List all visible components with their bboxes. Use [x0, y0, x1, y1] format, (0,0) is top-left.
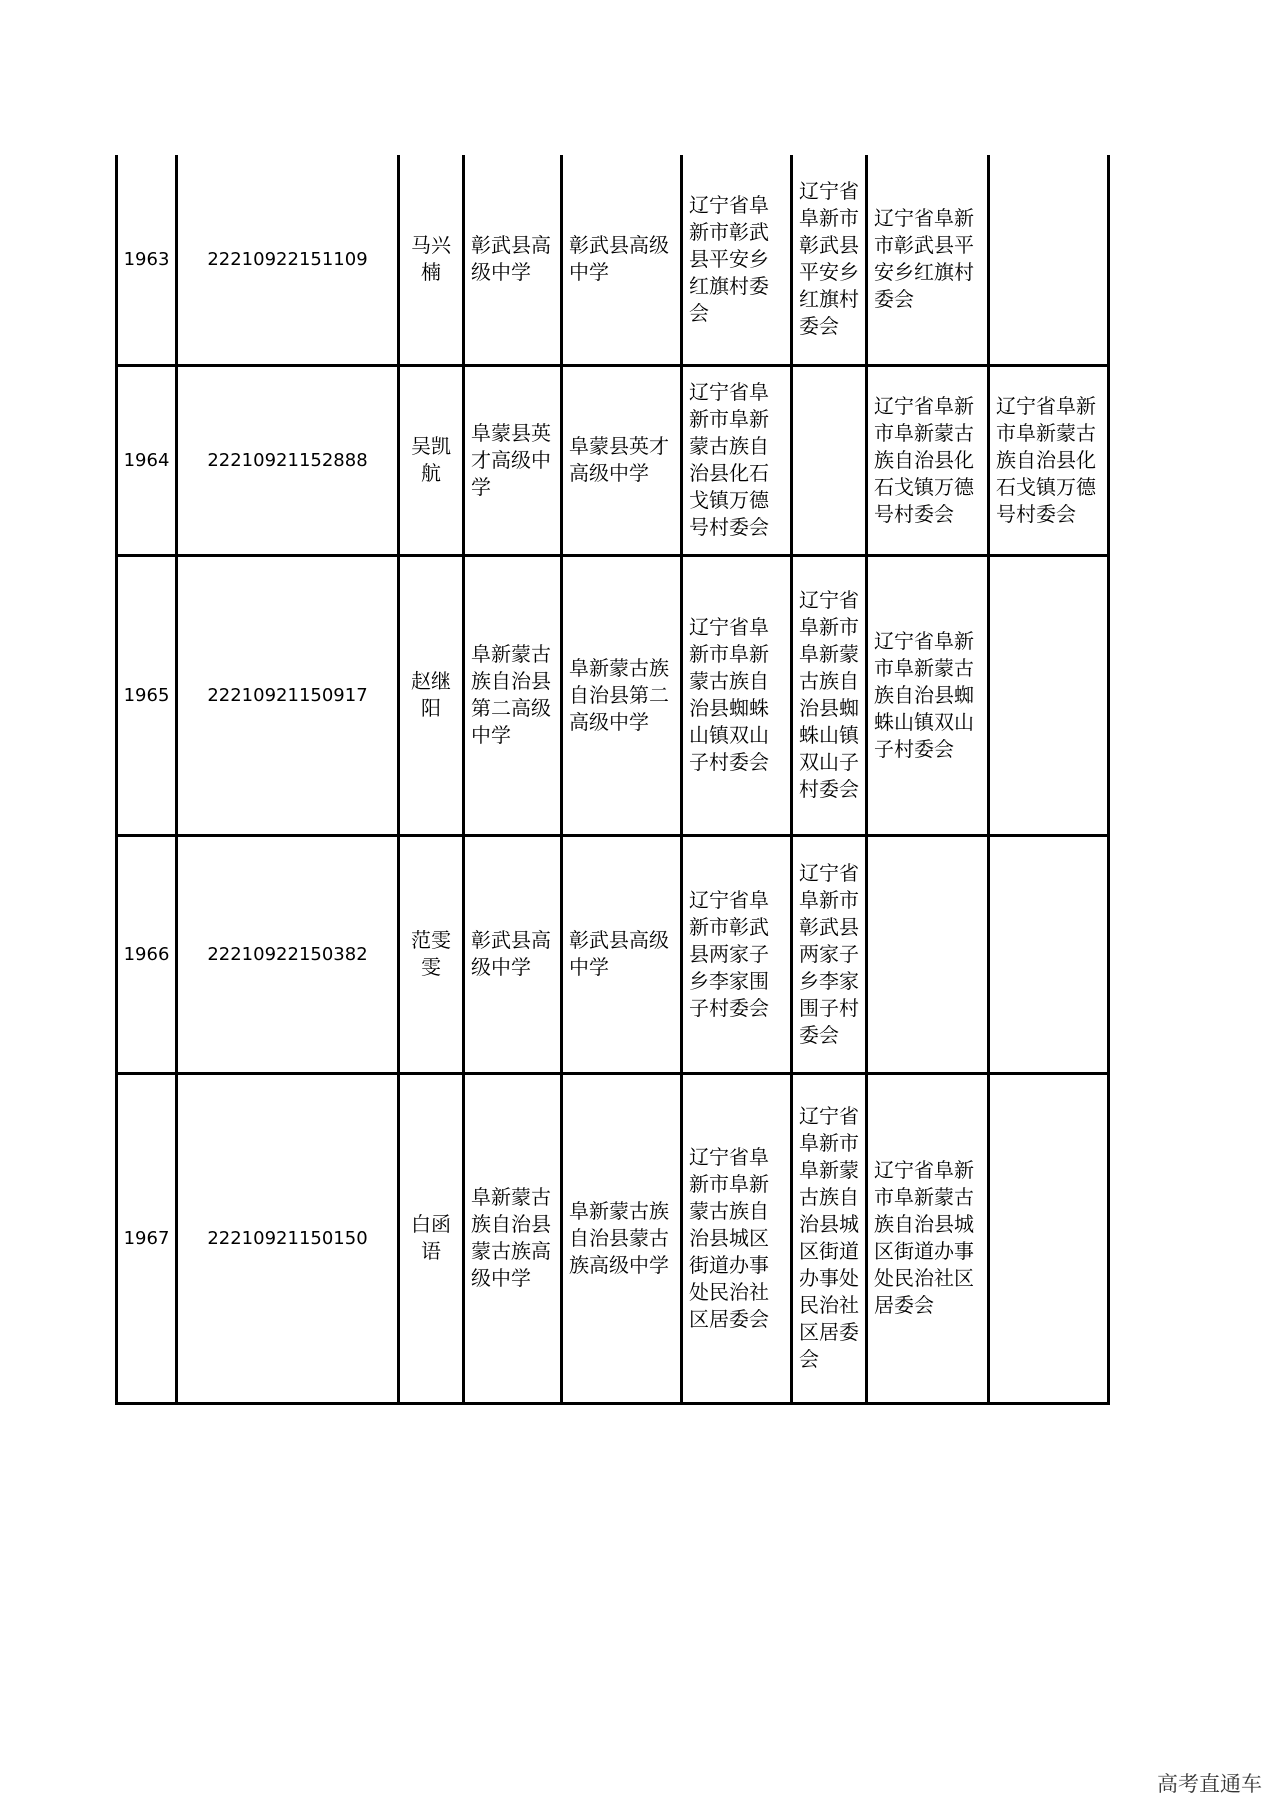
address-2: 辽宁省阜新市阜新蒙古族自治县城区街道办事处民治社区居委会 [792, 1073, 867, 1403]
student-name: 吴凯航 [399, 365, 464, 555]
school: 彰武县高级中学 [562, 835, 682, 1073]
address-3: 辽宁省阜新市彰武县平安乡红旗村委会 [867, 155, 989, 365]
table-row [117, 155, 1109, 365]
graduating-school: 彰武县高级中学 [464, 835, 562, 1073]
school: 阜新蒙古族自治县蒙古族高级中学 [562, 1073, 682, 1403]
address-3: 辽宁省阜新市阜新蒙古族自治县城区街道办事处民治社区居委会 [867, 1073, 989, 1403]
graduating-school: 阜蒙县英才高级中学 [464, 365, 562, 555]
student-roster-table [115, 155, 1110, 1405]
graduating-school: 阜新蒙古族自治县第二高级中学 [464, 555, 562, 835]
student-name: 范雯雯 [399, 835, 464, 1073]
graduating-school: 阜新蒙古族自治县蒙古族高级中学 [464, 1073, 562, 1403]
exam-id: 22210921150150 [177, 1073, 399, 1403]
address-1: 辽宁省阜新市阜新蒙古族自治县城区街道办事处民治社区居委会 [682, 1073, 792, 1403]
address-4: 辽宁省阜新市阜新蒙古族自治县化石戈镇万德号村委会 [989, 365, 1109, 555]
exam-id: 22210921150917 [177, 555, 399, 835]
address-3: 辽宁省阜新市阜新蒙古族自治县化石戈镇万德号村委会 [867, 365, 989, 555]
row-number: 1966 [117, 835, 177, 1073]
address-4 [989, 155, 1109, 365]
exam-id: 22210922151109 [177, 155, 399, 365]
student-name: 马兴楠 [399, 155, 464, 365]
address-4 [989, 1073, 1109, 1403]
school: 阜新蒙古族自治县第二高级中学 [562, 555, 682, 835]
address-2: 辽宁省阜新市彰武县平安乡红旗村委会 [792, 155, 867, 365]
site-watermark: 高考直通车 [1157, 1772, 1262, 1796]
address-1: 辽宁省阜新市彰武县两家子乡李家围子村委会 [682, 835, 792, 1073]
address-4 [989, 835, 1109, 1073]
address-4 [989, 555, 1109, 835]
address-1: 辽宁省阜新市阜新蒙古族自治县化石戈镇万德号村委会 [682, 365, 792, 555]
exam-id: 22210921152888 [177, 365, 399, 555]
address-2 [792, 365, 867, 555]
table-row [117, 1073, 1109, 1403]
address-1: 辽宁省阜新市彰武县平安乡红旗村委会 [682, 155, 792, 365]
address-2: 辽宁省阜新市彰武县两家子乡李家围子村委会 [792, 835, 867, 1073]
address-3 [867, 835, 989, 1073]
table-row [117, 555, 1109, 835]
address-3: 辽宁省阜新市阜新蒙古族自治县蜘蛛山镇双山子村委会 [867, 555, 989, 835]
row-number: 1963 [117, 155, 177, 365]
table-row [117, 835, 1109, 1073]
graduating-school: 彰武县高级中学 [464, 155, 562, 365]
student-name: 白函语 [399, 1073, 464, 1403]
student-name: 赵继阳 [399, 555, 464, 835]
row-number: 1964 [117, 365, 177, 555]
table-row [117, 365, 1109, 555]
address-1: 辽宁省阜新市阜新蒙古族自治县蜘蛛山镇双山子村委会 [682, 555, 792, 835]
school: 阜蒙县英才高级中学 [562, 365, 682, 555]
address-2: 辽宁省阜新市阜新蒙古族自治县蜘蛛山镇双山子村委会 [792, 555, 867, 835]
school: 彰武县高级中学 [562, 155, 682, 365]
row-number: 1965 [117, 555, 177, 835]
exam-id: 22210922150382 [177, 835, 399, 1073]
row-number: 1967 [117, 1073, 177, 1403]
